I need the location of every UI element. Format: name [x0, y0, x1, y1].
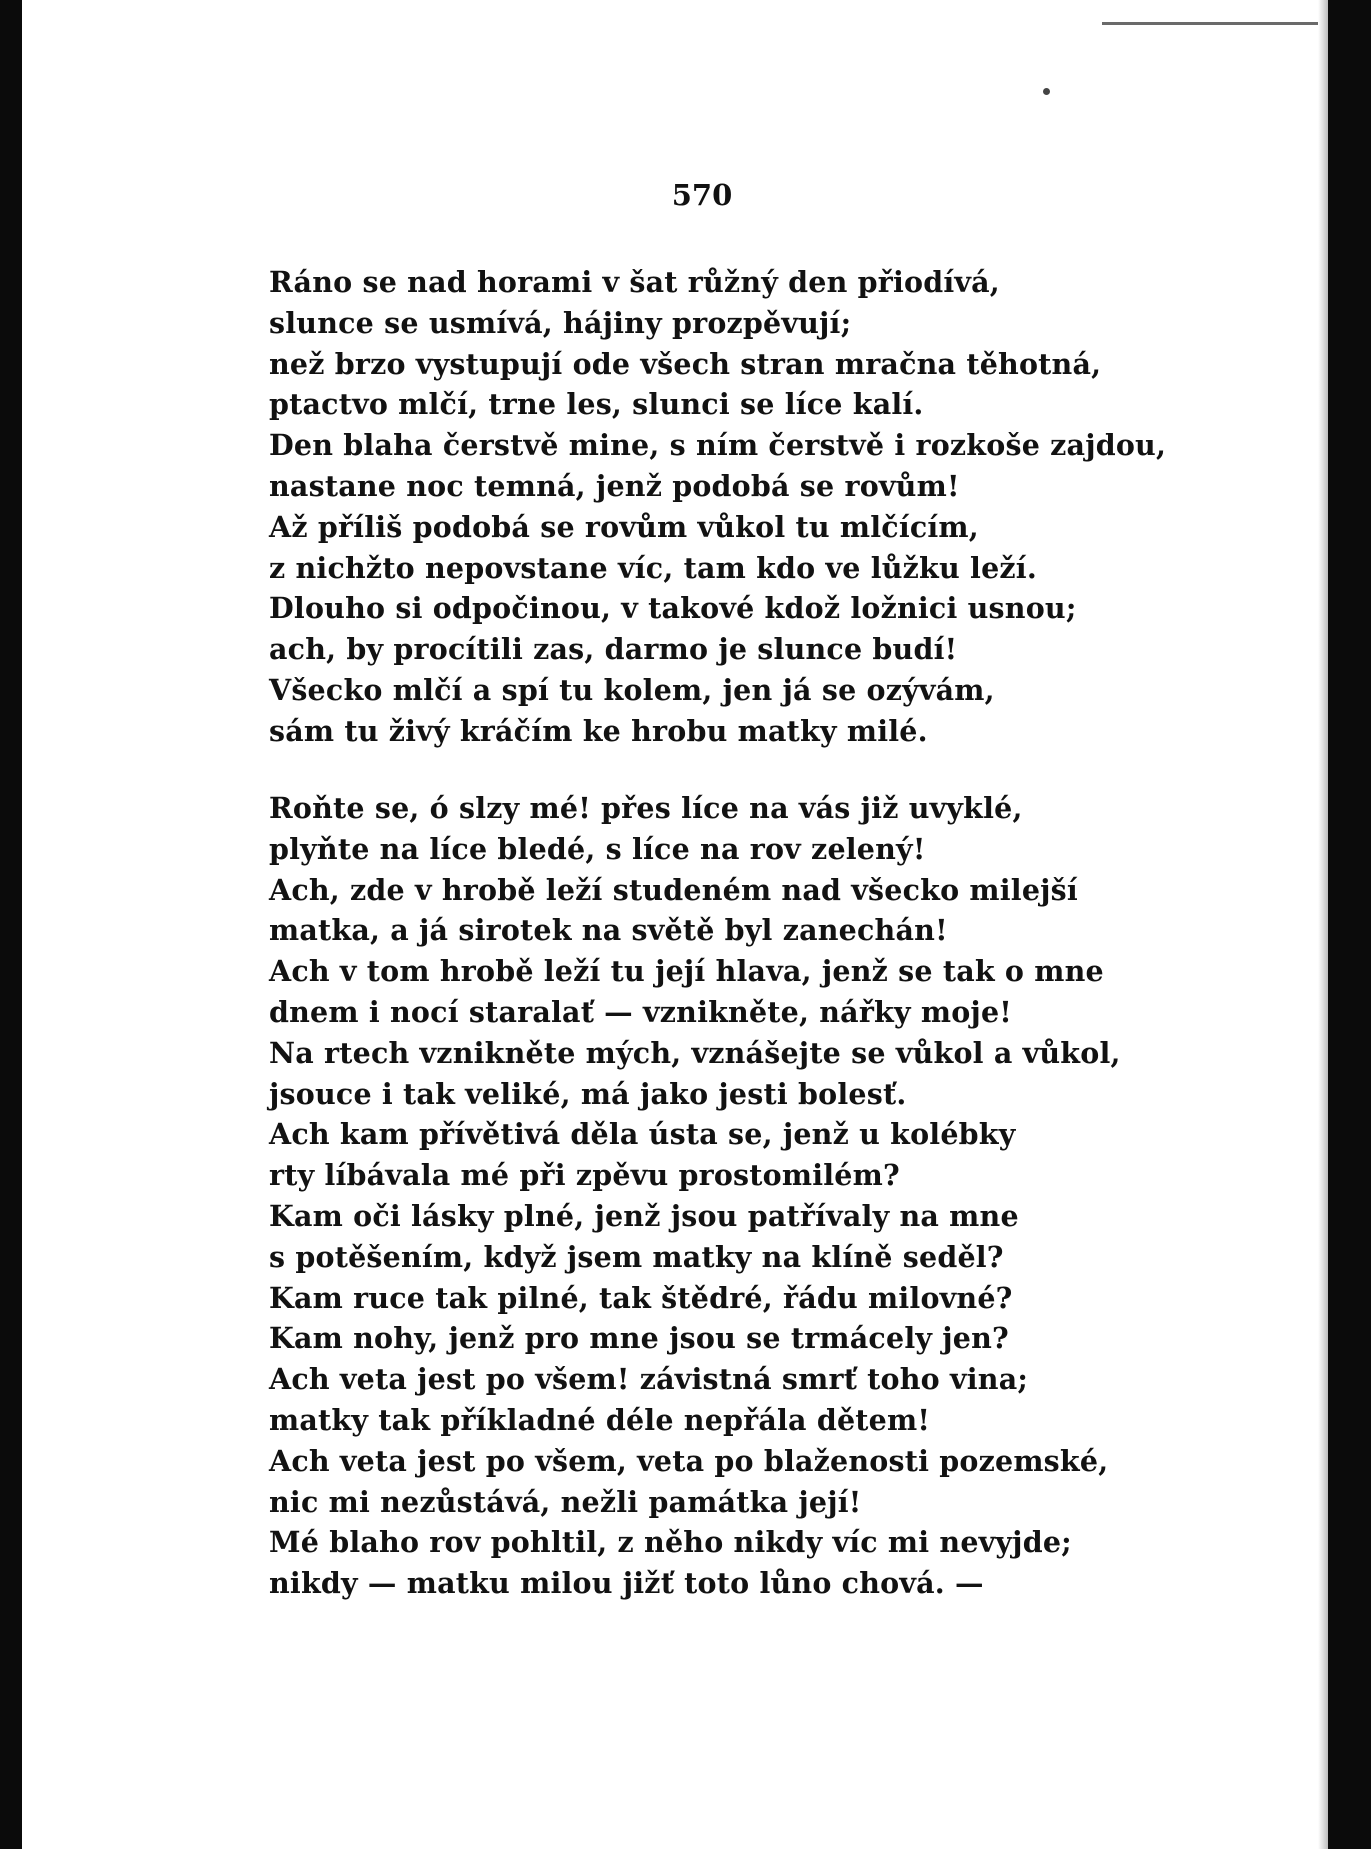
- poem-line: Kam oči lásky plné, jenž jsou patřívaly na mne: [269, 1198, 1019, 1233]
- poem-line: než brzo vystupují ode všech stran mračna těhotná,: [269, 346, 1102, 381]
- stanza-2: [269, 788, 1121, 1604]
- poem-line: nikdy — matku milou jižť toto lůno chová. —: [269, 1566, 984, 1601]
- poem-line: slunce se usmívá, hájiny prozpěvují;: [269, 305, 852, 340]
- poem-line: Mé blaho rov pohltil, z něho nikdy víc mi nevyjde;: [269, 1525, 1072, 1560]
- poem-line: Kam nohy, jenž pro mne jsou se trmácely jen?: [269, 1321, 1009, 1356]
- poem-line: Ach veta jest po všem, veta po blaženosti pozemské,: [269, 1443, 1109, 1478]
- page-number: 570: [671, 178, 733, 212]
- poem-line: Roňte se, ó slzy mé! přes líce na vás již uvyklé,: [269, 791, 1023, 825]
- poem-line: s potěšením, když jsem matky na klíně seděl?: [269, 1239, 1004, 1274]
- poem-line: Až příliš podobá se rovům vůkol tu mlčícím,: [269, 509, 979, 544]
- poem-line: Dlouho si odpočinou, v takové kdož ložnici usnou;: [269, 591, 1077, 626]
- stanza-1: [269, 262, 1166, 752]
- ink-speck: [1043, 88, 1050, 95]
- poem-line: dnem i nocí staralať — vznikněte, nářky moje!: [269, 994, 1012, 1029]
- poem-line: Ach kam přívětivá děla ústa se, jenž u kolébky: [269, 1117, 1016, 1152]
- poem-line: Ach, zde v hrobě leží studeném nad všecko milejší: [269, 872, 1078, 907]
- poem-line: Ráno se nad horami v šat růžný den přiodívá,: [269, 265, 1000, 299]
- poem-line: Ach veta jest po všem! závistná smrť toho vina;: [269, 1362, 1029, 1397]
- poem-line: Na rtech vznikněte mých, vznášejte se vůkol a vůkol,: [269, 1035, 1121, 1070]
- poem-line: z nichžto nepovstane víc, tam kdo ve lůžku leží.: [269, 550, 1037, 585]
- poem-line: matka, a já sirotek na světě byl zanechán!: [269, 913, 948, 948]
- poem-line: Všecko mlčí a spí tu kolem, jen já se ozývám,: [269, 672, 995, 707]
- poem-line: plyňte na líce bledé, s líce na rov zelený!: [269, 831, 926, 866]
- top-edge-rule: [1102, 22, 1326, 25]
- poem-line: Kam ruce tak pilné, tak štědré, řádu milovné?: [269, 1280, 1013, 1315]
- page-edge-shadow: [1318, 0, 1328, 1849]
- poem-line: jsouce i tak veliké, má jako jesti bolesť.: [269, 1076, 907, 1111]
- poem-line: Ach v tom hrobě leží tu její hlava, jenž se tak o mne: [269, 954, 1104, 989]
- poem-line: sám tu živý kráčím ke hrobu matky milé.: [269, 713, 928, 748]
- poem-line: rty líbávala mé při zpěvu prostomilém?: [269, 1158, 900, 1193]
- poem-line: ptactvo mlčí, trne les, slunci se líce kalí.: [269, 387, 924, 422]
- poem-line: nastane noc temná, jenž podobá se rovům!: [269, 468, 960, 503]
- poem-line: Den blaha čerstvě mine, s ním čerstvě i rozkoše zajdou,: [269, 428, 1167, 463]
- poem-line: ach, by procítili zas, darmo je slunce budí!: [269, 632, 958, 667]
- poem-line: nic mi nezůstává, nežli památka její!: [269, 1484, 862, 1519]
- poem-line: matky tak příkladné déle nepřála dětem!: [269, 1402, 931, 1437]
